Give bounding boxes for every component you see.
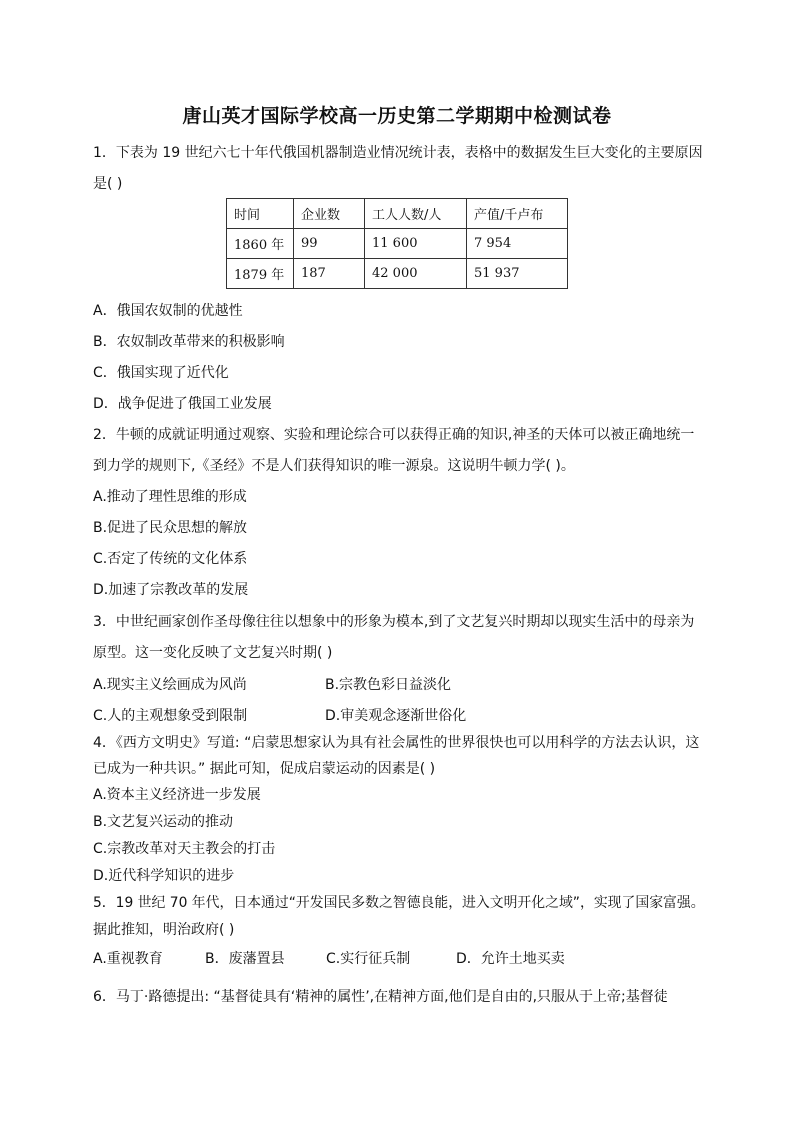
q2-option-c: C.否定了传统的文化体系 <box>93 551 248 567</box>
table-header-cell: 企业数 <box>294 199 365 229</box>
table-header-cell: 产值/千卢布 <box>467 199 568 229</box>
q5-option-c: C.实行征兵制 <box>326 951 411 967</box>
table-header-row <box>227 199 568 229</box>
q3-option-a: A.现实主义绘画成为风尚 <box>93 677 247 693</box>
table-cell: 187 <box>294 259 365 289</box>
table-row <box>227 229 568 259</box>
q5-stem-line1: 5．19 世纪 70 年代，日本通过“开发国民多数之智德良能，进入文明开化之域”，实现了国家富强。 <box>93 895 705 911</box>
q4-option-b: B.文艺复兴运动的推动 <box>93 814 234 830</box>
q5-option-b: B．废藩置县 <box>205 951 285 967</box>
q1-option-a: A．俄国农奴制的优越性 <box>93 303 243 319</box>
q3-option-c: C.人的主观想象受到限制 <box>93 708 248 724</box>
table-header-cell: 工人人数/人 <box>365 199 467 229</box>
table-cell: 1860 年 <box>227 229 294 259</box>
table-cell: 1879 年 <box>227 259 294 289</box>
q1-stem-line2: 是( ) <box>93 176 123 192</box>
q1-option-d: D．战争促进了俄国工业发展 <box>93 396 272 412</box>
q5-stem-line2: 据此推知，明治政府( ) <box>93 922 235 938</box>
q2-stem-line1: 2．牛顿的成就证明通过观察、实验和理论综合可以获得正确的知识,神圣的天体可以被正确地统一 <box>93 427 695 443</box>
table-cell: 99 <box>294 229 365 259</box>
q5-option-a: A.重视教育 <box>93 951 163 967</box>
q4-option-c: C.宗教改革对天主教会的打击 <box>93 841 276 857</box>
table-header-cell: 时间 <box>227 199 294 229</box>
q3-option-d: D.审美观念逐渐世俗化 <box>325 708 467 724</box>
table-cell: 42 000 <box>365 259 467 289</box>
q2-stem-line2: 到力学的规则下,《圣经》不是人们获得知识的唯一源泉。这说明牛顿力学( )。 <box>93 458 575 474</box>
q1-statistics-table <box>226 198 568 289</box>
table-cell: 51 937 <box>467 259 568 289</box>
table-cell: 7 954 <box>467 229 568 259</box>
q4-option-d: D.近代科学知识的进步 <box>93 868 235 884</box>
q4-option-a: A.资本主义经济进一步发展 <box>93 787 261 803</box>
q1-option-c: C．俄国实现了近代化 <box>93 365 229 381</box>
q4-stem-line2: 已成为一种共识。” 据此可知，促成启蒙运动的因素是( ) <box>93 761 436 777</box>
q6-stem-line1: 6．马丁·路德提出: “基督徒具有‘精神的属性’,在精神方面,他们是自由的,只服从于上帝;基督徒 <box>93 989 668 1005</box>
exam-title: 唐山英才国际学校高一历史第二学期期中检测试卷 <box>182 105 612 127</box>
q5-option-d: D．允许土地买卖 <box>456 951 565 967</box>
q2-option-b: B.促进了民众思想的解放 <box>93 520 248 536</box>
q2-option-d: D.加速了宗教改革的发展 <box>93 582 249 598</box>
table-cell: 11 600 <box>365 229 467 259</box>
q3-stem-line2: 原型。这一变化反映了文艺复兴时期( ) <box>93 645 333 661</box>
q4-stem-line1: 4．《西方文明史》写道: “启蒙思想家认为具有社会属性的世界很快也可以用科学的方法去认识，这 <box>93 735 700 751</box>
table-row <box>227 259 568 289</box>
q3-option-b: B.宗教色彩日益淡化 <box>325 677 452 693</box>
q2-option-a: A.推动了理性思维的形成 <box>93 489 247 505</box>
q3-stem-line1: 3．中世纪画家创作圣母像往往以想象中的形象为模本,到了文艺复兴时期却以现实生活中的母亲为 <box>93 614 695 630</box>
q1-option-b: B．农奴制改革带来的积极影响 <box>93 334 285 350</box>
q1-stem-line1: 1．下表为 19 世纪六七十年代俄国机器制造业情况统计表，表格中的数据发生巨大变化的主要原因 <box>93 145 703 161</box>
